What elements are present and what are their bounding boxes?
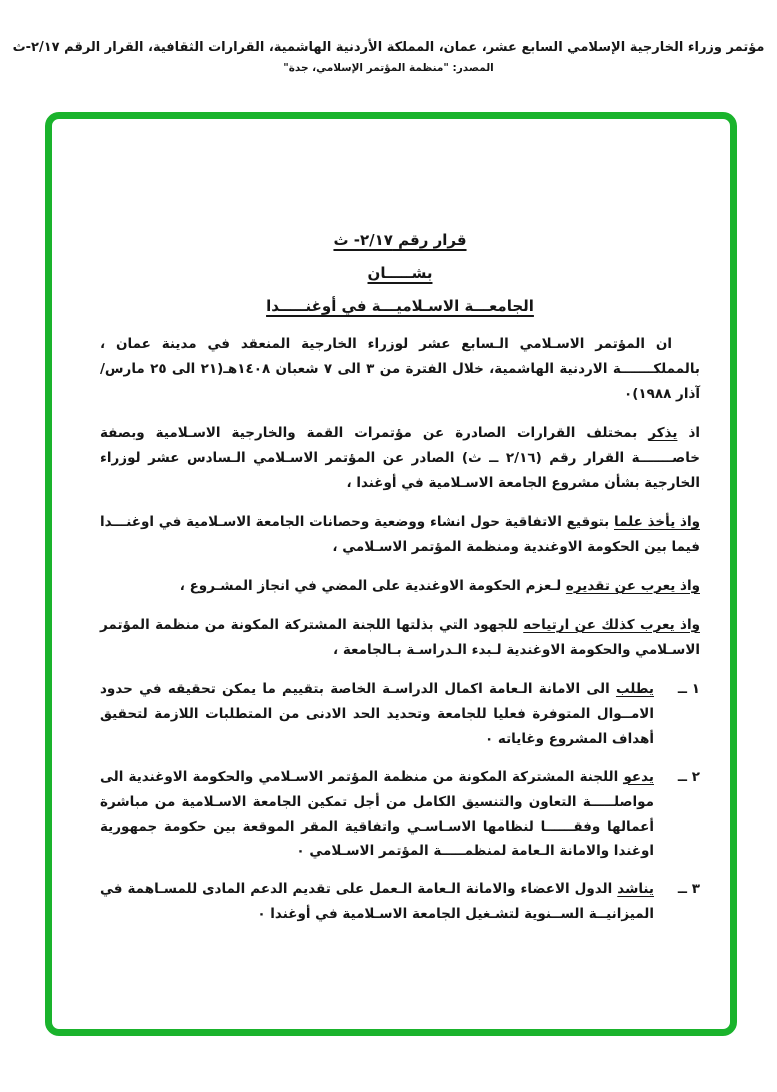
caption-source-line: مؤتمر وزراء الخارجية الإسلامي السابع عشر، عمان، المملكة الأردنية الهاشمية، القرارات الثقافية، القرار الرقم ٢/١٧-ث	[12, 40, 765, 55]
resolution-title-block	[100, 228, 700, 318]
operative-items	[100, 677, 700, 928]
underlined-lead-word: يطلب	[615, 680, 654, 697]
item-text	[100, 677, 654, 752]
paragraph-text: لـعزم الحكومة الاوغندية على المضي في انجاز المشـروع ،	[179, 577, 566, 594]
preamble-paragraphs	[100, 332, 700, 663]
resolution-regarding-line: بشـــــان	[367, 264, 433, 282]
item-text	[100, 765, 654, 865]
resolution-item	[100, 877, 700, 927]
underlined-lead-word: واذ يأخذ علما	[614, 513, 700, 530]
resolution-number-line: قرار رقم ٢/١٧- ث	[333, 231, 467, 249]
item-number: ١ ــ	[677, 680, 700, 697]
item-text	[100, 877, 654, 927]
underlined-lead-word: واذ يعرب كذلك عن ارتياحه	[523, 616, 700, 633]
preamble-paragraph	[100, 510, 700, 560]
underlined-lead-word: يناشد	[617, 881, 654, 898]
paragraph-text: الى الامانة الـعامة اكمال الدراسـة الخاصة بتقييم ما يمكن تحقيقه في حدود الامــوال المتوفرة فعليا للجامعة وتحديد الحد الادنى من المتطلبات اللازمة لتحقيق أهداف المشروع وغاياته ٠	[100, 680, 654, 747]
item-number: ٢ ــ	[677, 768, 700, 785]
paragraph-text: الدول الاعضاء والامانة الـعامة الـعمل على تقديم الدعم المادى للمسـاهمة في الميزانيــة الســنوية لتشـغيل الجامعة الاسـلامية في أوغندا ٠	[100, 881, 654, 923]
preamble-paragraph	[100, 332, 700, 407]
preamble-paragraph	[100, 574, 700, 599]
underlined-lead-word: واذ يعرب عن تقديره	[565, 577, 700, 594]
paragraph-text: ان المؤتمر الاسـلامي الـسابع عشر لوزراء الخارجية المنعقد في مدينة عمان ، بالمملكـــــــة الاردنية الهاشمية، خلال الفترة من ٣ الى ٧ شعبان ١٤٠٨هـ(٢١ الى ٢٥ مارس/آذار ١٩٨٨)٠	[100, 336, 700, 402]
scan-caption	[0, 0, 777, 74]
paragraph-text: اللجنة المشتركة المكونة من منظمة المؤتمر الاسـلامي والحكومة الاوغندية الى مواصلـــــة التعاون والتنسيق الكامل من أجل تمكين الجامعة الاسـلامية من مباشرة أعمالها وفقــــــا لنظامها الاسـاسـي واتفاقية المقر الموقعة بين حكومة جمهورية اوغندا والامانة الـعامة لمنظمـــــة المؤتمر الاسـلامي ٠	[100, 768, 654, 860]
resolution-item	[100, 677, 700, 752]
preamble-paragraph	[100, 613, 700, 663]
paragraph-text: للجهود التي بذلتها اللجنة المشتركة المكونة من منظمة المؤتمر الاسـلامي والحكومة الاوغندية لـبدء الـدراسـة بـالجامعة ،	[100, 616, 700, 658]
paragraph-text: بمختلف القرارات الصادرة عن مؤتمرات القمة والخارجية الاسـلامية وبصفة خاصـــــــة القرار رقم (٢/١٦ ــ ث) الصادر عن المؤتمر الاسـلامي الـسادس عشر لوزراء الخارجية بشأن مشروع الجامعة الاسـلامية في أوغندا ،	[100, 424, 701, 491]
item-number: ٣ ــ	[677, 881, 700, 898]
underlined-lead-word: يذكر	[648, 424, 678, 441]
scanned-page-content	[52, 119, 730, 927]
caption-publisher-line: المصدر: "منظمة المؤتمر الإسلامي، جدة"	[283, 62, 494, 74]
resolution-subject-line: الجامعـــة الاسـلاميـــة في أوغنـــــدا	[266, 297, 534, 315]
underlined-lead-word: يدعو	[623, 768, 654, 785]
resolution-item	[100, 765, 700, 865]
preamble-paragraph	[100, 421, 700, 496]
paragraph-text: بتوقيع الاتفاقية حول انشاء ووضعية وحصانات الجامعة الاسـلامية في اوغنـــدا فيما بين الحكومة الاوغندية ومنظمة المؤتمر الاسـلامي ،	[100, 513, 700, 555]
paragraph-text: اذ	[677, 424, 700, 441]
scanned-page-frame	[45, 112, 737, 1036]
